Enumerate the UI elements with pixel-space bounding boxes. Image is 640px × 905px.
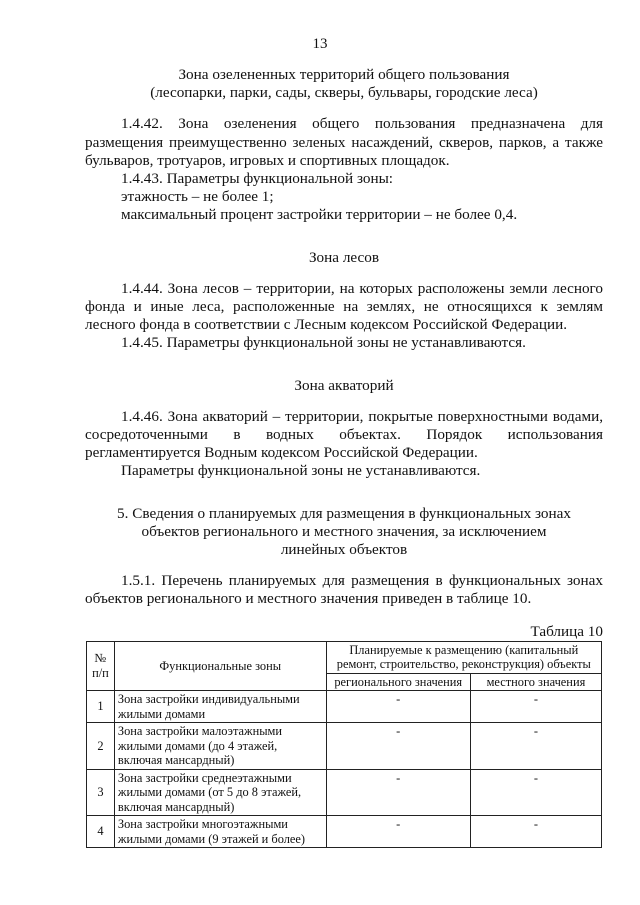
row-regional: - — [326, 816, 470, 848]
header-zones: Функциональные зоны — [114, 641, 326, 691]
table-row — [87, 816, 602, 848]
table-row — [87, 723, 602, 770]
paragraph-water-params: Параметры функциональной зоны не устанавливаются. — [121, 462, 481, 480]
table-row — [87, 691, 602, 723]
param-floors: этажность – не более 1; — [121, 188, 274, 206]
row-regional: - — [326, 769, 470, 816]
param-build-percent: максимальный процент застройки территории – не более 0,4. — [121, 206, 518, 224]
forest-zone-title: Зона лесов — [308, 248, 380, 266]
water-zone-title: Зона акваторий — [294, 376, 394, 394]
row-num: 1 — [87, 691, 115, 723]
row-local: - — [470, 816, 601, 848]
table-row — [87, 769, 602, 816]
paragraph-1-5-1: 1.5.1. Перечень планируемых для размещения в функциональных зонах объектов регионального и местного значения приведен в таблице 10. — [85, 572, 603, 608]
row-regional: - — [326, 723, 470, 770]
row-regional: - — [326, 691, 470, 723]
paragraph-1-4-42: 1.4.42. Зона озеленения общего пользования предназначена для размещения преимущественно зеленых насаждений, скверов, парков, а также бульваров, тротуаров, игровых и спортивных площадок. — [85, 115, 603, 169]
row-zone: Зона застройки среднеэтажными жилыми домами (от 5 до 8 этажей, включая мансардный) — [114, 769, 326, 816]
page-number: 13 — [312, 36, 328, 52]
row-local: - — [470, 723, 601, 770]
paragraph-1-4-43: 1.4.43. Параметры функциональной зоны: — [121, 170, 393, 188]
row-num: 2 — [87, 723, 115, 770]
paragraph-1-4-45: 1.4.45. Параметры функциональной зоны не устанавливаются. — [121, 334, 526, 352]
green-zone-subtitle: (лесопарки, парки, сады, скверы, бульвары, городские леса) — [150, 84, 538, 102]
row-local: - — [470, 769, 601, 816]
header-planned: Планируемые к размещению (капитальный ремонт, строительство, реконструкция) объекты — [326, 641, 601, 673]
row-zone: Зона застройки малоэтажными жилыми домами (до 4 этажей, включая мансардный) — [114, 723, 326, 770]
header-regional: регионального значения — [326, 673, 470, 691]
row-local: - — [470, 691, 601, 723]
paragraph-1-4-46: 1.4.46. Зона акваторий – территории, покрытые поверхностными водами, сосредоточенными в водных объектах. Порядок использования регламентируется Водным кодексом Российской Федерации. — [85, 407, 603, 462]
document-body — [85, 66, 603, 848]
section-5-title-line-1: 5. Сведения о планируемых для размещения в функциональных зонах — [117, 504, 571, 522]
zones-table — [86, 641, 602, 849]
table-caption: Таблица 10 — [530, 622, 603, 640]
section-5-title-line-2: объектов регионального и местного значения, за исключением — [141, 522, 547, 540]
section-5-title-line-3: линейных объектов — [280, 541, 408, 559]
row-num: 4 — [87, 816, 115, 848]
header-num: № п/п — [87, 641, 115, 691]
row-zone: Зона застройки многоэтажными жилыми домами (9 этажей и более) — [114, 816, 326, 848]
row-num: 3 — [87, 769, 115, 816]
header-local: местного значения — [470, 673, 601, 691]
green-zone-title: Зона озелененных территорий общего пользования — [178, 66, 510, 83]
row-zone: Зона застройки индивидуальными жилыми домами — [114, 691, 326, 723]
paragraph-1-4-44: 1.4.44. Зона лесов – территории, на которых расположены земли лесного фонда и иные леса, расположенные на землях, не относящихся к землям лесного фонда в соответствии с Лесным кодексом Российской Федерации. — [85, 279, 603, 334]
